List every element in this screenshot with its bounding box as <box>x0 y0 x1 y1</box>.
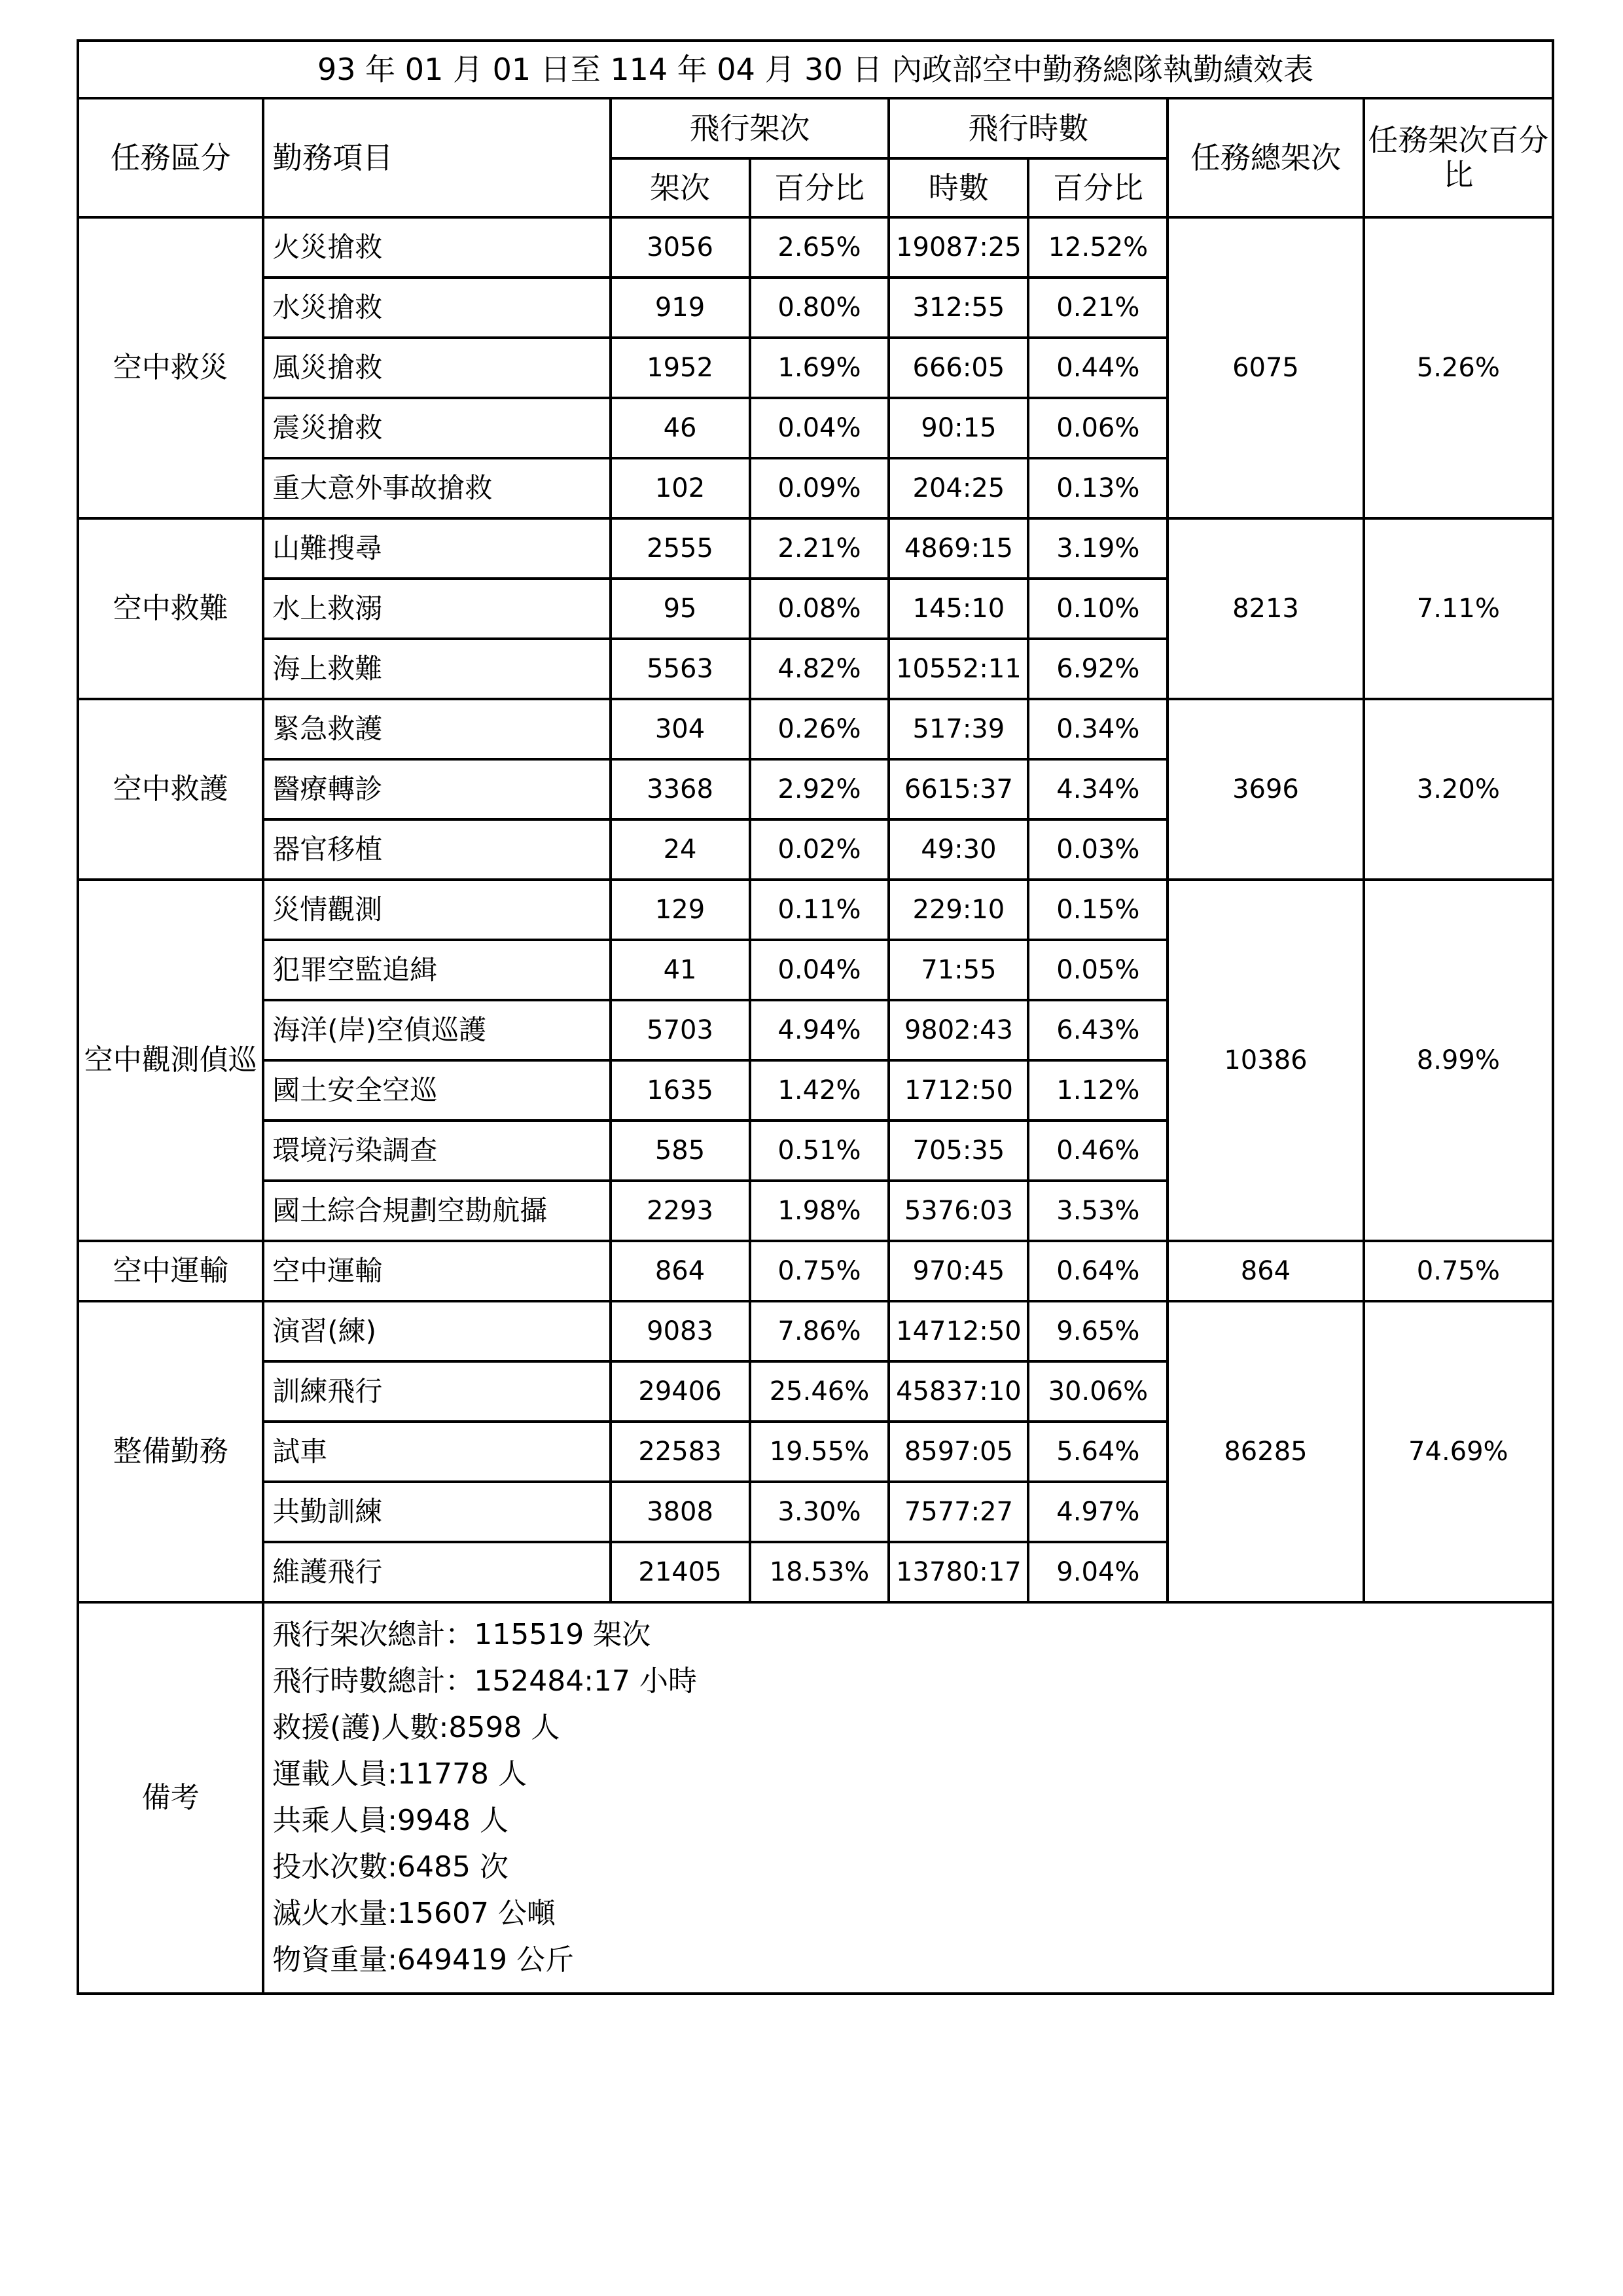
flights-cell: 29406 <box>611 1361 750 1422</box>
region-cell: 空中救災 <box>78 217 263 518</box>
header-region: 任務區分 <box>78 98 263 217</box>
flight-pct-cell: 18.53% <box>750 1542 889 1602</box>
flight-pct-cell: 1.42% <box>750 1060 889 1121</box>
region-cell: 空中救護 <box>78 699 263 880</box>
region-cell: 空中運輸 <box>78 1241 263 1301</box>
note-line: 物資重量:649419 公斤 <box>272 1943 575 1977</box>
flight-pct-cell: 0.80% <box>750 278 889 338</box>
flight-pct-cell: 2.65% <box>750 217 889 278</box>
item-cell: 國土安全空巡 <box>263 1060 610 1121</box>
item-cell: 山難搜尋 <box>263 518 610 579</box>
header-flights: 飛行架次 <box>611 98 889 158</box>
hour-pct-cell: 0.46% <box>1028 1121 1168 1181</box>
notes-label: 備考 <box>78 1602 263 1994</box>
header-row-1 <box>78 98 1553 158</box>
hour-pct-cell: 4.97% <box>1028 1482 1168 1542</box>
item-cell: 器官移植 <box>263 819 610 880</box>
hour-pct-cell: 0.15% <box>1028 880 1168 940</box>
flights-cell: 3808 <box>611 1482 750 1542</box>
flight-pct-cell: 0.08% <box>750 579 889 639</box>
flights-cell: 41 <box>611 940 750 1000</box>
hours-cell: 1712:50 <box>889 1060 1028 1121</box>
total-cell: 10386 <box>1168 880 1363 1241</box>
header-total: 任務總架次 <box>1168 98 1363 217</box>
note-line: 共乘人員:9948 人 <box>272 1804 509 1837</box>
hours-cell: 204:25 <box>889 458 1028 518</box>
table-row <box>78 518 1553 579</box>
item-cell: 水上救溺 <box>263 579 610 639</box>
hours-cell: 13780:17 <box>889 1542 1028 1602</box>
flight-pct-cell: 0.75% <box>750 1241 889 1301</box>
hours-cell: 49:30 <box>889 819 1028 880</box>
flights-cell: 304 <box>611 699 750 759</box>
item-cell: 環境污染調查 <box>263 1121 610 1181</box>
total-cell: 86285 <box>1168 1301 1363 1602</box>
flights-cell: 2293 <box>611 1181 750 1241</box>
total-cell: 6075 <box>1168 217 1363 518</box>
item-cell: 訓練飛行 <box>263 1361 610 1422</box>
item-cell: 醫療轉診 <box>263 759 610 819</box>
header-hour-count: 時數 <box>889 158 1028 217</box>
hours-cell: 71:55 <box>889 940 1028 1000</box>
flight-pct-cell: 2.92% <box>750 759 889 819</box>
header-total-pct: 任務架次百分比 <box>1364 98 1553 217</box>
table-row <box>78 1241 1553 1301</box>
note-line: 飛行架次總計：115519 架次 <box>272 1618 651 1651</box>
total-pct-cell: 3.20% <box>1364 699 1553 880</box>
hour-pct-cell: 0.21% <box>1028 278 1168 338</box>
total-pct-cell: 8.99% <box>1364 880 1553 1241</box>
header-flight-count: 架次 <box>611 158 750 217</box>
hour-pct-cell: 6.43% <box>1028 1000 1168 1060</box>
item-cell: 國土綜合規劃空勘航攝 <box>263 1181 610 1241</box>
hour-pct-cell: 5.64% <box>1028 1422 1168 1482</box>
table-row <box>78 217 1553 278</box>
hours-cell: 145:10 <box>889 579 1028 639</box>
flights-cell: 46 <box>611 398 750 458</box>
hours-cell: 6615:37 <box>889 759 1028 819</box>
flights-cell: 5563 <box>611 639 750 699</box>
title-row <box>78 41 1553 98</box>
item-cell: 犯罪空監追緝 <box>263 940 610 1000</box>
flights-cell: 3056 <box>611 217 750 278</box>
hour-pct-cell: 4.34% <box>1028 759 1168 819</box>
hours-cell: 517:39 <box>889 699 1028 759</box>
total-cell: 8213 <box>1168 518 1363 699</box>
item-cell: 演習(練) <box>263 1301 610 1361</box>
flights-cell: 129 <box>611 880 750 940</box>
total-pct-cell: 0.75% <box>1364 1241 1553 1301</box>
hours-cell: 229:10 <box>889 880 1028 940</box>
hour-pct-cell: 0.05% <box>1028 940 1168 1000</box>
flights-cell: 24 <box>611 819 750 880</box>
hours-cell: 8597:05 <box>889 1422 1028 1482</box>
hours-cell: 312:55 <box>889 278 1028 338</box>
region-cell: 空中救難 <box>78 518 263 699</box>
flight-pct-cell: 0.04% <box>750 398 889 458</box>
flights-cell: 5703 <box>611 1000 750 1060</box>
notes-row <box>78 1602 1553 1994</box>
flights-cell: 585 <box>611 1121 750 1181</box>
item-cell: 空中運輸 <box>263 1241 610 1301</box>
table-row <box>78 1301 1553 1361</box>
hours-cell: 4869:15 <box>889 518 1028 579</box>
note-line: 投水次數:6485 次 <box>272 1850 509 1884</box>
flight-pct-cell: 1.98% <box>750 1181 889 1241</box>
flight-pct-cell: 3.30% <box>750 1482 889 1542</box>
total-cell: 864 <box>1168 1241 1363 1301</box>
hour-pct-cell: 0.13% <box>1028 458 1168 518</box>
region-cell: 整備勤務 <box>78 1301 263 1602</box>
hours-cell: 19087:25 <box>889 217 1028 278</box>
flight-pct-cell: 0.09% <box>750 458 889 518</box>
total-cell: 3696 <box>1168 699 1363 880</box>
performance-table <box>77 39 1554 1995</box>
hours-cell: 705:35 <box>889 1121 1028 1181</box>
total-pct-cell: 74.69% <box>1364 1301 1553 1602</box>
item-cell: 火災搶救 <box>263 217 610 278</box>
hour-pct-cell: 12.52% <box>1028 217 1168 278</box>
hours-cell: 7577:27 <box>889 1482 1028 1542</box>
flight-pct-cell: 0.26% <box>750 699 889 759</box>
hour-pct-cell: 0.34% <box>1028 699 1168 759</box>
hour-pct-cell: 6.92% <box>1028 639 1168 699</box>
item-cell: 海上救難 <box>263 639 610 699</box>
hours-cell: 5376:03 <box>889 1181 1028 1241</box>
flight-pct-cell: 1.69% <box>750 338 889 398</box>
flights-cell: 95 <box>611 579 750 639</box>
total-pct-cell: 5.26% <box>1364 217 1553 518</box>
flight-pct-cell: 4.82% <box>750 639 889 699</box>
flight-pct-cell: 2.21% <box>750 518 889 579</box>
flight-pct-cell: 0.02% <box>750 819 889 880</box>
hours-cell: 10552:11 <box>889 639 1028 699</box>
flights-cell: 1635 <box>611 1060 750 1121</box>
hour-pct-cell: 9.04% <box>1028 1542 1168 1602</box>
hours-cell: 45837:10 <box>889 1361 1028 1422</box>
hour-pct-cell: 0.10% <box>1028 579 1168 639</box>
hour-pct-cell: 30.06% <box>1028 1361 1168 1422</box>
item-cell: 震災搶救 <box>263 398 610 458</box>
item-cell: 海洋(岸)空偵巡護 <box>263 1000 610 1060</box>
hour-pct-cell: 9.65% <box>1028 1301 1168 1361</box>
flight-pct-cell: 4.94% <box>750 1000 889 1060</box>
hour-pct-cell: 0.44% <box>1028 338 1168 398</box>
item-cell: 災情觀測 <box>263 880 610 940</box>
total-pct-cell: 7.11% <box>1364 518 1553 699</box>
header-hours: 飛行時數 <box>889 98 1168 158</box>
item-cell: 水災搶救 <box>263 278 610 338</box>
item-cell: 試車 <box>263 1422 610 1482</box>
flights-cell: 3368 <box>611 759 750 819</box>
hours-cell: 666:05 <box>889 338 1028 398</box>
flight-pct-cell: 19.55% <box>750 1422 889 1482</box>
hours-cell: 90:15 <box>889 398 1028 458</box>
hour-pct-cell: 0.64% <box>1028 1241 1168 1301</box>
hour-pct-cell: 3.19% <box>1028 518 1168 579</box>
flights-cell: 2555 <box>611 518 750 579</box>
flights-cell: 22583 <box>611 1422 750 1482</box>
item-cell: 重大意外事故搶救 <box>263 458 610 518</box>
item-cell: 共勤訓練 <box>263 1482 610 1542</box>
flight-pct-cell: 0.51% <box>750 1121 889 1181</box>
header-item: 勤務項目 <box>263 98 610 217</box>
hours-cell: 14712:50 <box>889 1301 1028 1361</box>
note-line: 運載人員:11778 人 <box>272 1757 527 1791</box>
hours-cell: 9802:43 <box>889 1000 1028 1060</box>
notes-content <box>263 1602 1553 1994</box>
table-title: 93 年 01 月 01 日至 114 年 04 月 30 日 內政部空中勤務總隊執勤績效表 <box>78 41 1553 98</box>
note-line: 救援(護)人數:8598 人 <box>272 1711 560 1744</box>
flight-pct-cell: 25.46% <box>750 1361 889 1422</box>
flights-cell: 1952 <box>611 338 750 398</box>
table-body <box>78 41 1553 1994</box>
flights-cell: 919 <box>611 278 750 338</box>
flights-cell: 864 <box>611 1241 750 1301</box>
header-hour-pct: 百分比 <box>1028 158 1168 217</box>
hour-pct-cell: 1.12% <box>1028 1060 1168 1121</box>
table-row <box>78 880 1553 940</box>
flights-cell: 9083 <box>611 1301 750 1361</box>
flight-pct-cell: 0.04% <box>750 940 889 1000</box>
item-cell: 緊急救護 <box>263 699 610 759</box>
flights-cell: 102 <box>611 458 750 518</box>
region-cell: 空中觀測偵巡 <box>78 880 263 1241</box>
hour-pct-cell: 3.53% <box>1028 1181 1168 1241</box>
hour-pct-cell: 0.03% <box>1028 819 1168 880</box>
flight-pct-cell: 7.86% <box>750 1301 889 1361</box>
flight-pct-cell: 0.11% <box>750 880 889 940</box>
hour-pct-cell: 0.06% <box>1028 398 1168 458</box>
note-line: 滅火水量:15607 公噸 <box>272 1897 556 1930</box>
table-row <box>78 699 1553 759</box>
hours-cell: 970:45 <box>889 1241 1028 1301</box>
header-flight-pct: 百分比 <box>750 158 889 217</box>
item-cell: 維護飛行 <box>263 1542 610 1602</box>
item-cell: 風災搶救 <box>263 338 610 398</box>
flights-cell: 21405 <box>611 1542 750 1602</box>
note-line: 飛行時數總計：152484:17 小時 <box>272 1664 697 1698</box>
